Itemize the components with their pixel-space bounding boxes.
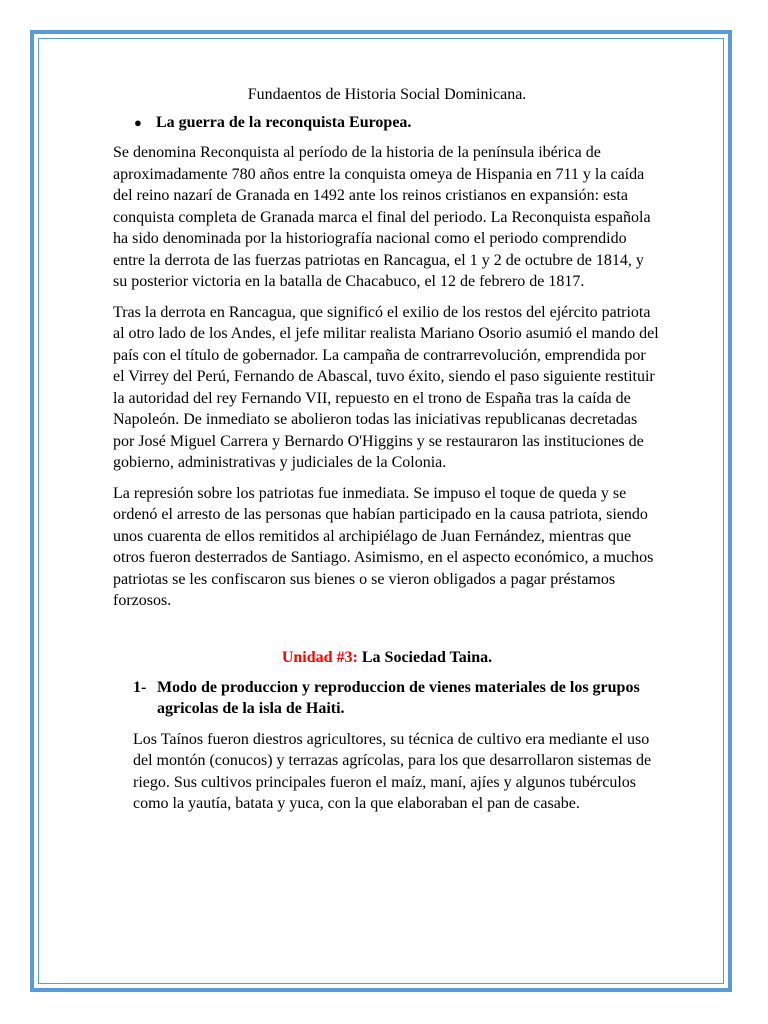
paragraph-represion: La represión sobre los patriotas fue inmediata. Se impuso el toque de queda y se ordenó el arresto de las personas que habían participado en la causa patriota, siendo unos cuarenta de ellos remitidos al archipiélago de Juan Fernández, mientras que otros fueron desterrados de Santiago. Asimismo, en el aspecto económico, a muchos patriotas se les confiscaron sus bienes o se vieron obligados a pagar préstamos forzosos. bbox=[113, 484, 654, 609]
unit-title: La Sociedad Taina. bbox=[361, 648, 493, 666]
item-number: 1- bbox=[133, 678, 147, 696]
numbered-item-1 bbox=[113, 677, 661, 720]
paragraph-rancagua: Tras la derrota en Rancagua, que significó el exilio de los restos del ejército patriota al otro lado de los Andes, el jefe militar realista Mariano Osorio asumió el mando del país con el título de gobernador. La campaña de contrarrevolución, emprendida por el Virrey del Perú, Fernando de Abascal, tuvo éxito, siendo el paso siguiente restituir la autoridad del rey Fernando VII, repuesto en el trono de España tras la caída de Napoleón. De inmediato se abolieron todas las iniciativas republicanas decretadas por José Miguel Carrera y Bernardo O'Higgins y se restauraron las instituciones de gobierno, administrativas y judiciales de la Colonia. bbox=[113, 303, 659, 471]
unit-heading bbox=[113, 647, 661, 668]
section-heading-reconquista bbox=[113, 112, 661, 133]
item-heading: Modo de produccion y reproduccion de vienes materiales de los grupos agricolas de la isla de Haiti. bbox=[157, 678, 640, 717]
paragraph-tainos: Los Taínos fueron diestros agricultores, su técnica de cultivo era mediante el uso del montón (conucos) y terrazas agrícolas, para los que desarrollaron sistemas de riego. Sus cultivos principales fueron el maíz, maní, ajíes y algunos tubérculos como la yautía, batata y yuca, con la que elaboraban el pan de casabe. bbox=[133, 730, 652, 812]
document-body bbox=[113, 84, 661, 824]
section-heading-text: La guerra de la reconquista Europea. bbox=[156, 114, 412, 131]
paragraph-reconquista-definition: Se denomina Reconquista al período de la historia de la península ibérica de aproximadamente 780 años entre la conquista omeya de Hispania en 711 y la caída del reino nazarí de Granada en 1492 ante los reinos cristianos en expansión: esta conquista completa de Granada marca el final del periodo. La Reconquista española ha sido denominada por la historiografía nacional como el periodo comprendido entre la derrota de las fuerzas patriotas en Rancagua, el 1 y 2 de octubre de 1814, y su posterior victoria en la batalla de Chacabuco, el 12 de febrero de 1817. bbox=[113, 144, 651, 290]
document-title: Fundaentos de Historia Social Dominicana. bbox=[247, 86, 527, 103]
bullet-icon: ● bbox=[134, 115, 142, 130]
unit-label: Unidad #3: bbox=[281, 648, 358, 666]
